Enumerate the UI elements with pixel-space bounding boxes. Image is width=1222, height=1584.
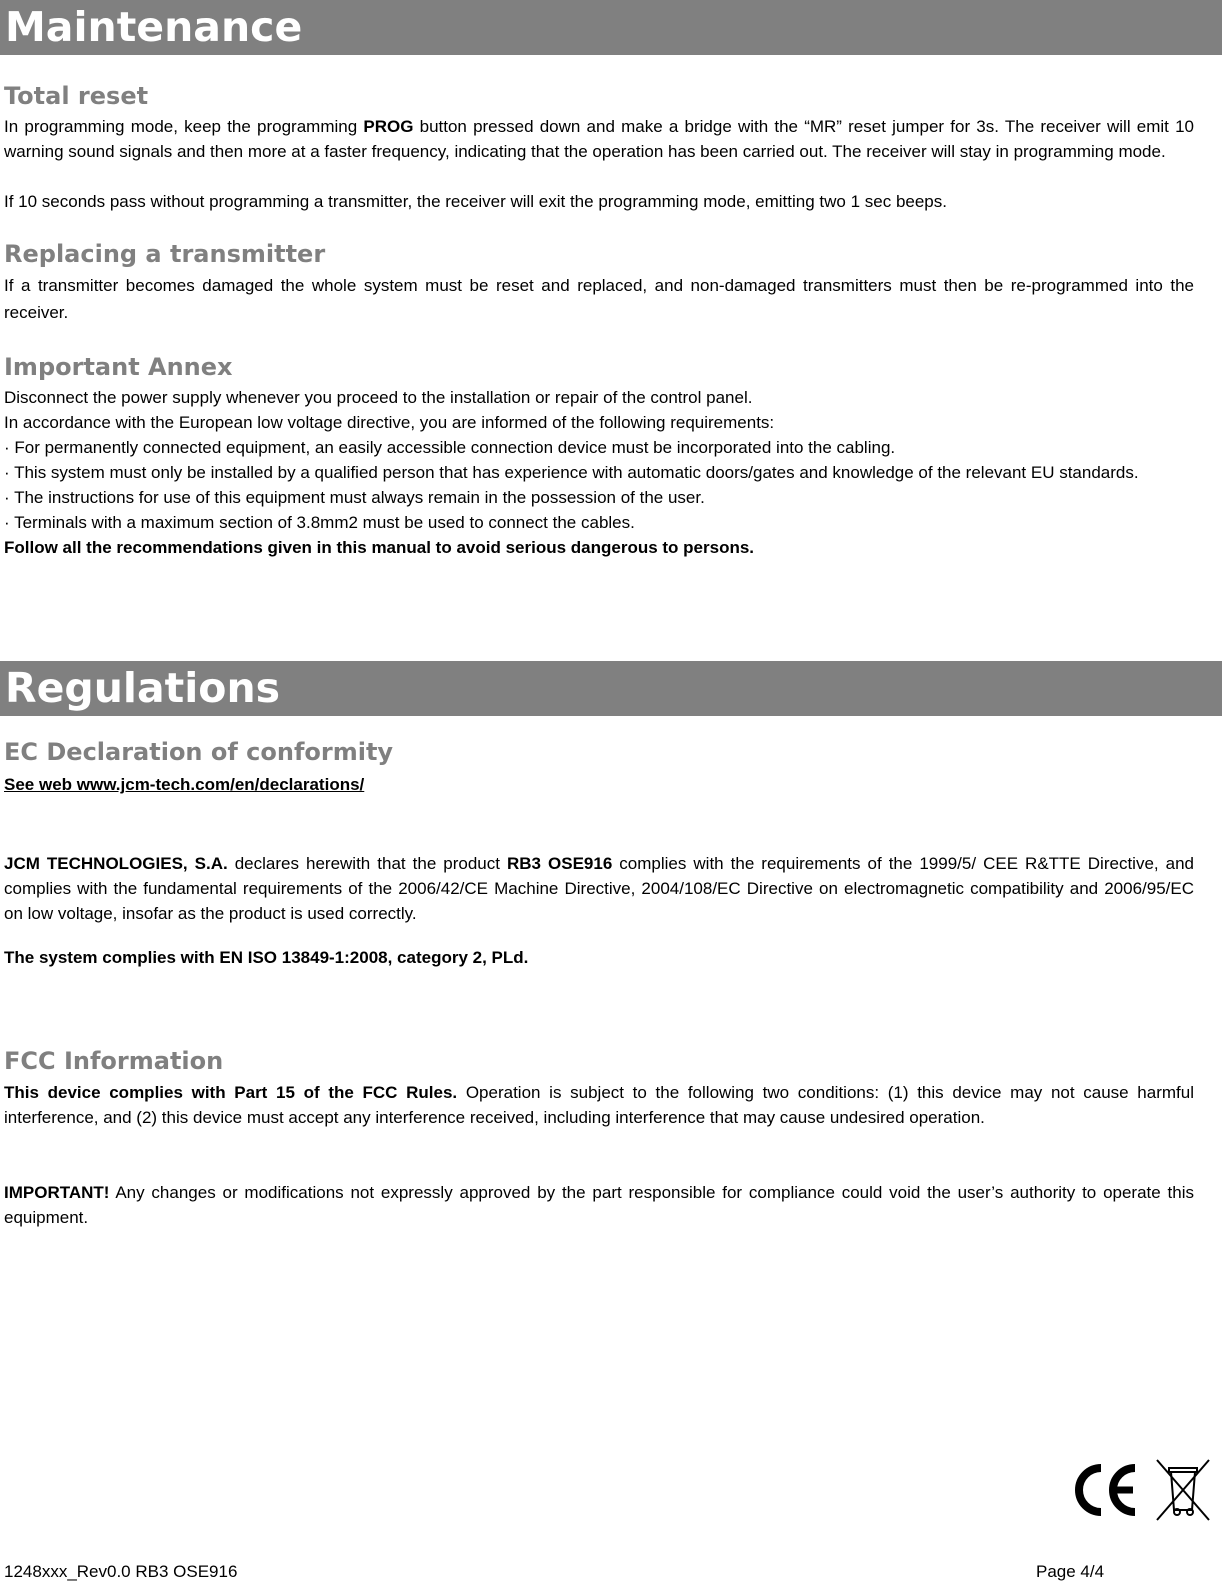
- replacing-paragraph: If a transmitter becomes damaged the whole system must be reset and replaced, and non-damaged transmitters must then be re-programmed into the receiver.: [4, 276, 1194, 322]
- fcc-important: IMPORTANT! Any changes or modifications not expressly approved by the part responsible for compliance could void the user’s authority to operate this equipment.: [4, 1183, 1194, 1227]
- footer-doc-id: 1248xxx_Rev0.0 RB3 OSE916: [4, 1562, 238, 1581]
- annex-line: · For permanently connected equipment, an easily accessible connection device must be incorporated into the cabling.: [4, 438, 896, 457]
- fcc-paragraph: This device complies with Part 15 of the FCC Rules. Operation is subject to the following two conditions: (1) this device may not cause harmful interference, and (2) this device must accept any interference received, including interference that may cause undesired operation.: [4, 1083, 1194, 1127]
- regulations-banner: Regulations: [0, 661, 1222, 716]
- company-name: JCM TECHNOLOGIES, S.A.: [4, 854, 228, 873]
- ce-mark-icon: [1079, 1468, 1135, 1512]
- total-reset-heading: Total reset: [4, 82, 149, 110]
- replacing-heading: Replacing a transmitter: [4, 240, 326, 268]
- annex-list: [4, 385, 1194, 560]
- annex-line: · Terminals with a maximum section of 3.8mm2 must be used to connect the cables.: [4, 513, 635, 532]
- weee-bin-icon: [1157, 1460, 1209, 1520]
- fcc-heading: FCC Information: [4, 1047, 224, 1075]
- total-reset-paragraph: In programming mode, keep the programming PROG button pressed down and make a bridge with the “MR” reset jumper for 3s. The receiver will emit 10 warning sound signals and then more at a faster frequency, indicating that the operation has been carried out. The receiver will stay in programming mode.: [4, 117, 1195, 161]
- ec-declaration-paragraph: JCM TECHNOLOGIES, S.A. declares herewith that the product RB3 OSE916 complies with the requirements of the 1999/5/ CEE R&TTE Directive, and complies with the fundamental requirements of the 2006/42/CE Machine Directive, 2004/108/EC Directive on electromagnetic compatibility and 2006/95/EC on low voltage, insofar as the product is used correctly.: [4, 854, 1195, 923]
- ec-declaration-heading: EC Declaration of conformity: [4, 738, 394, 766]
- timeout-paragraph: If 10 seconds pass without programming a transmitter, the receiver will exit the programming mode, emitting two 1 sec beeps.: [4, 192, 947, 211]
- annex-line: · This system must only be installed by a qualified person that has experience with automatic doors/gates and knowledge of the relevant EU standards.: [4, 463, 1139, 482]
- prog-label: PROG: [363, 117, 414, 136]
- annex-heading: Important Annex: [4, 353, 233, 381]
- annex-line: · The instructions for use of this equipment must always remain in the possession of the user.: [4, 488, 705, 507]
- annex-line: In accordance with the European low voltage directive, you are informed of the following requirements:: [4, 413, 775, 432]
- annex-line: Disconnect the power supply whenever you proceed to the installation or repair of the control panel.: [4, 388, 753, 407]
- maintenance-banner: Maintenance: [0, 0, 1222, 55]
- declarations-link[interactable]: See web www.jcm-tech.com/en/declarations/: [4, 775, 365, 794]
- annex-warning: Follow all the recommendations given in this manual to avoid serious dangerous to persons.: [4, 538, 755, 557]
- compliance-logos: [1063, 1458, 1213, 1522]
- iso-compliance: The system complies with EN ISO 13849-1:2008, category 2, PLd.: [4, 948, 529, 967]
- product-name: RB3 OSE916: [507, 854, 613, 873]
- footer-page-number: Page 4/4: [1036, 1562, 1105, 1581]
